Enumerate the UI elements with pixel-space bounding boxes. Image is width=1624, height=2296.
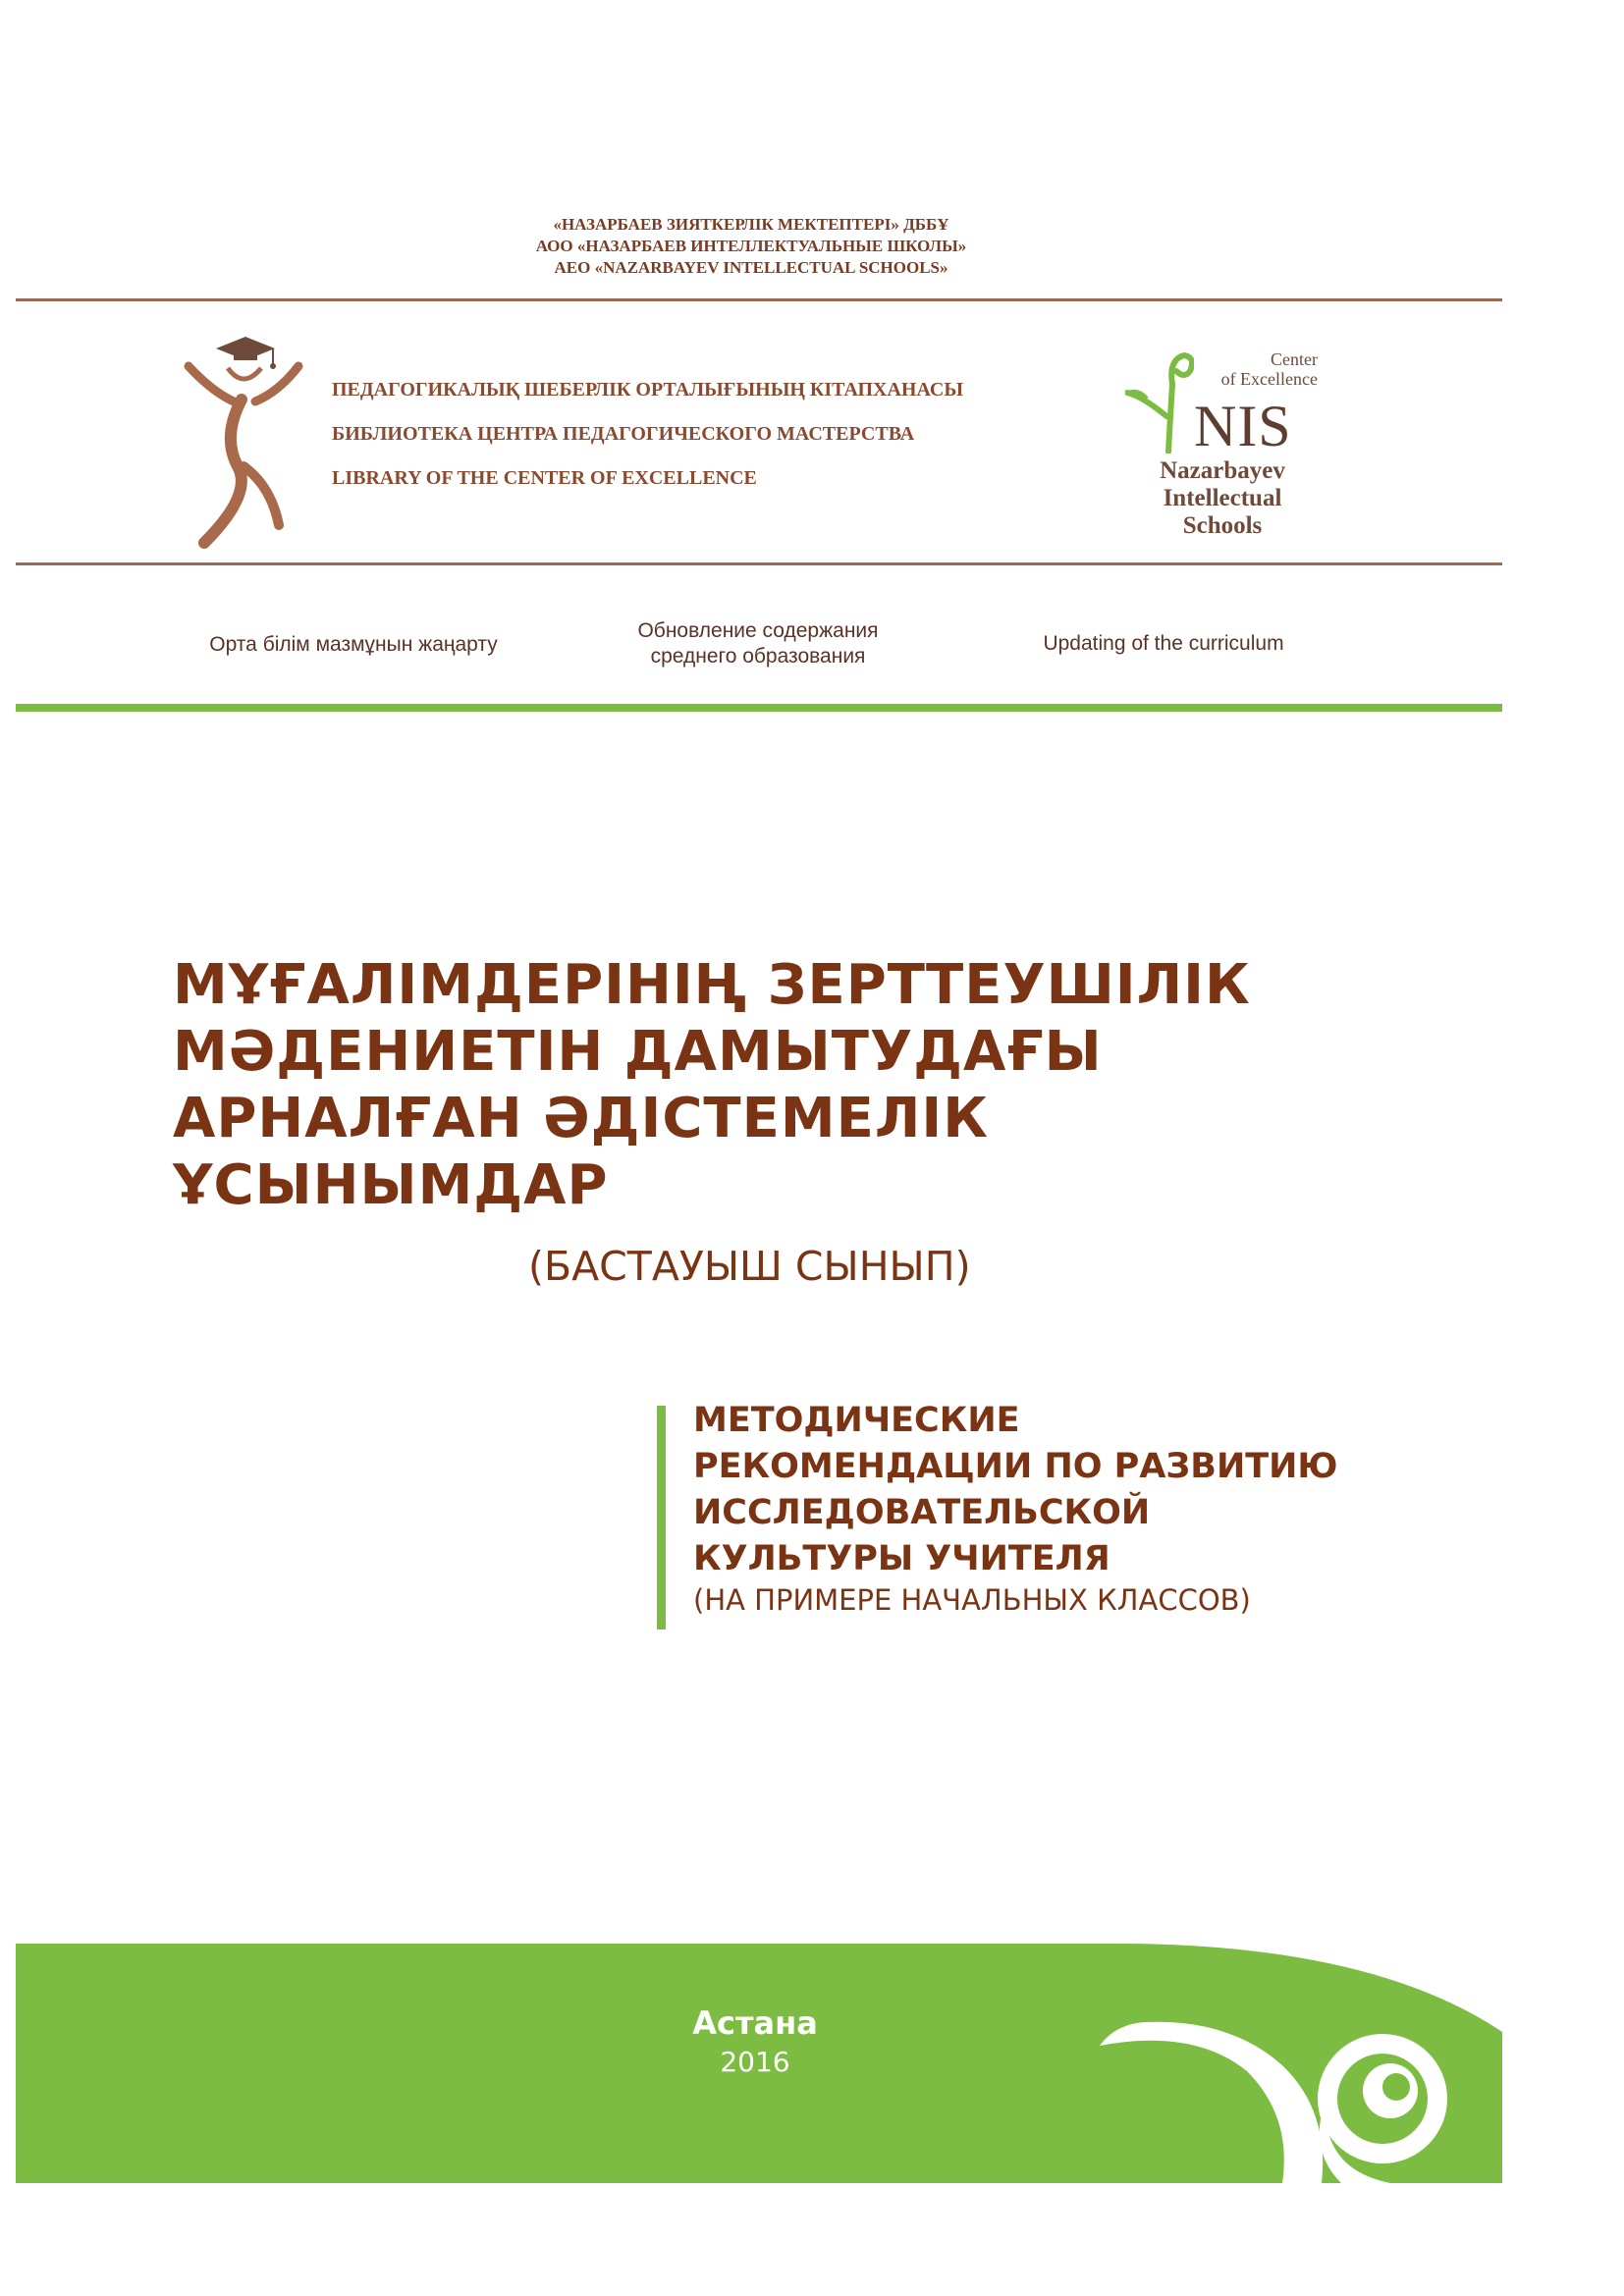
title-kz-line: МӘДЕНИЕТІН ДАМЫТУДАҒЫ — [173, 1020, 1103, 1084]
graduate-figure-logo-icon — [177, 329, 304, 550]
title-ru-line: РЕКОМЕНДАЦИИ ПО РАЗВИТИЮ — [693, 1447, 1338, 1486]
curriculum-ru-line2: среднего образования — [650, 645, 866, 667]
title-ru-line: ИССЛЕДОВАТЕЛЬСКОЙ — [693, 1493, 1151, 1532]
title-kz-subtitle: (БАСТАУЫШ СЫНЫП) — [528, 1243, 971, 1290]
accent-bar — [657, 1406, 666, 1629]
curriculum-ru-line1: Обновление содержания — [637, 619, 879, 642]
nis-name-line3: Schools — [1182, 512, 1263, 539]
curriculum-kz: Орта білім мазмұнын жаңарту — [209, 633, 498, 656]
org-line-kz: «НАЗАРБАЕВ ЗИЯТКЕРЛІК МЕКТЕПТЕРІ» ДББҰ — [553, 215, 949, 234]
header-org-lines — [0, 214, 1502, 279]
title-ru-line: МЕТОДИЧЕСКИЕ — [693, 1401, 1020, 1440]
nis-logo — [1119, 346, 1326, 542]
title-kz — [173, 952, 1251, 1219]
nis-name-line1: Nazarbayev — [1160, 457, 1285, 484]
title-ru-line: КУЛЬТУРЫ УЧИТЕЛЯ — [693, 1539, 1110, 1578]
curriculum-en: Updating of the curriculum — [1043, 632, 1284, 655]
nis-excellence-label: of Excellence — [1220, 369, 1318, 389]
nis-sprout-logo-icon — [1125, 346, 1194, 454]
publication-city: Астана — [692, 2004, 818, 2042]
library-name-ru: БИБЛИОТЕКА ЦЕНТРА ПЕДАГОГИЧЕСКОГО МАСТЕРСТВА — [332, 423, 915, 445]
nis-center-label: Center — [1271, 349, 1318, 369]
title-ru — [693, 1398, 1338, 1582]
title-ru-subtitle: (НА ПРИМЕРЕ НАЧАЛЬНЫХ КЛАССОВ) — [693, 1583, 1251, 1617]
library-name-en: LIBRARY OF THE CENTER OF EXCELLENCE — [332, 467, 757, 489]
nis-name-line2: Intellectual — [1163, 485, 1282, 511]
top-divider — [16, 298, 1502, 301]
publication-year: 2016 — [720, 2046, 790, 2078]
org-line-ru: АОО «НАЗАРБАЕВ ИНТЕЛЛЕКТУАЛЬНЫЕ ШКОЛЫ» — [535, 237, 967, 255]
title-kz-line: ҰСЫНЫМДАР — [173, 1153, 609, 1217]
middle-divider — [16, 562, 1502, 565]
green-divider — [16, 704, 1502, 712]
library-name-kz: ПЕДАГОГИКАЛЫҚ ШЕБЕРЛІК ОРТАЛЫҒЫНЫҢ КІТАПХАНАСЫ — [332, 379, 963, 400]
title-kz-line: АРНАЛҒАН ӘДІСТЕМЕЛІК — [173, 1087, 989, 1150]
nis-abbreviation: NIS — [1194, 394, 1292, 458]
org-line-en: АЕО «NAZARBAYEV INTELLECTUAL SCHOOLS» — [554, 258, 948, 277]
curriculum-ru — [562, 618, 954, 669]
title-kz-line: МҰҒАЛІМДЕРІНІҢ ЗЕРТТЕУШІЛІК — [173, 953, 1251, 1017]
